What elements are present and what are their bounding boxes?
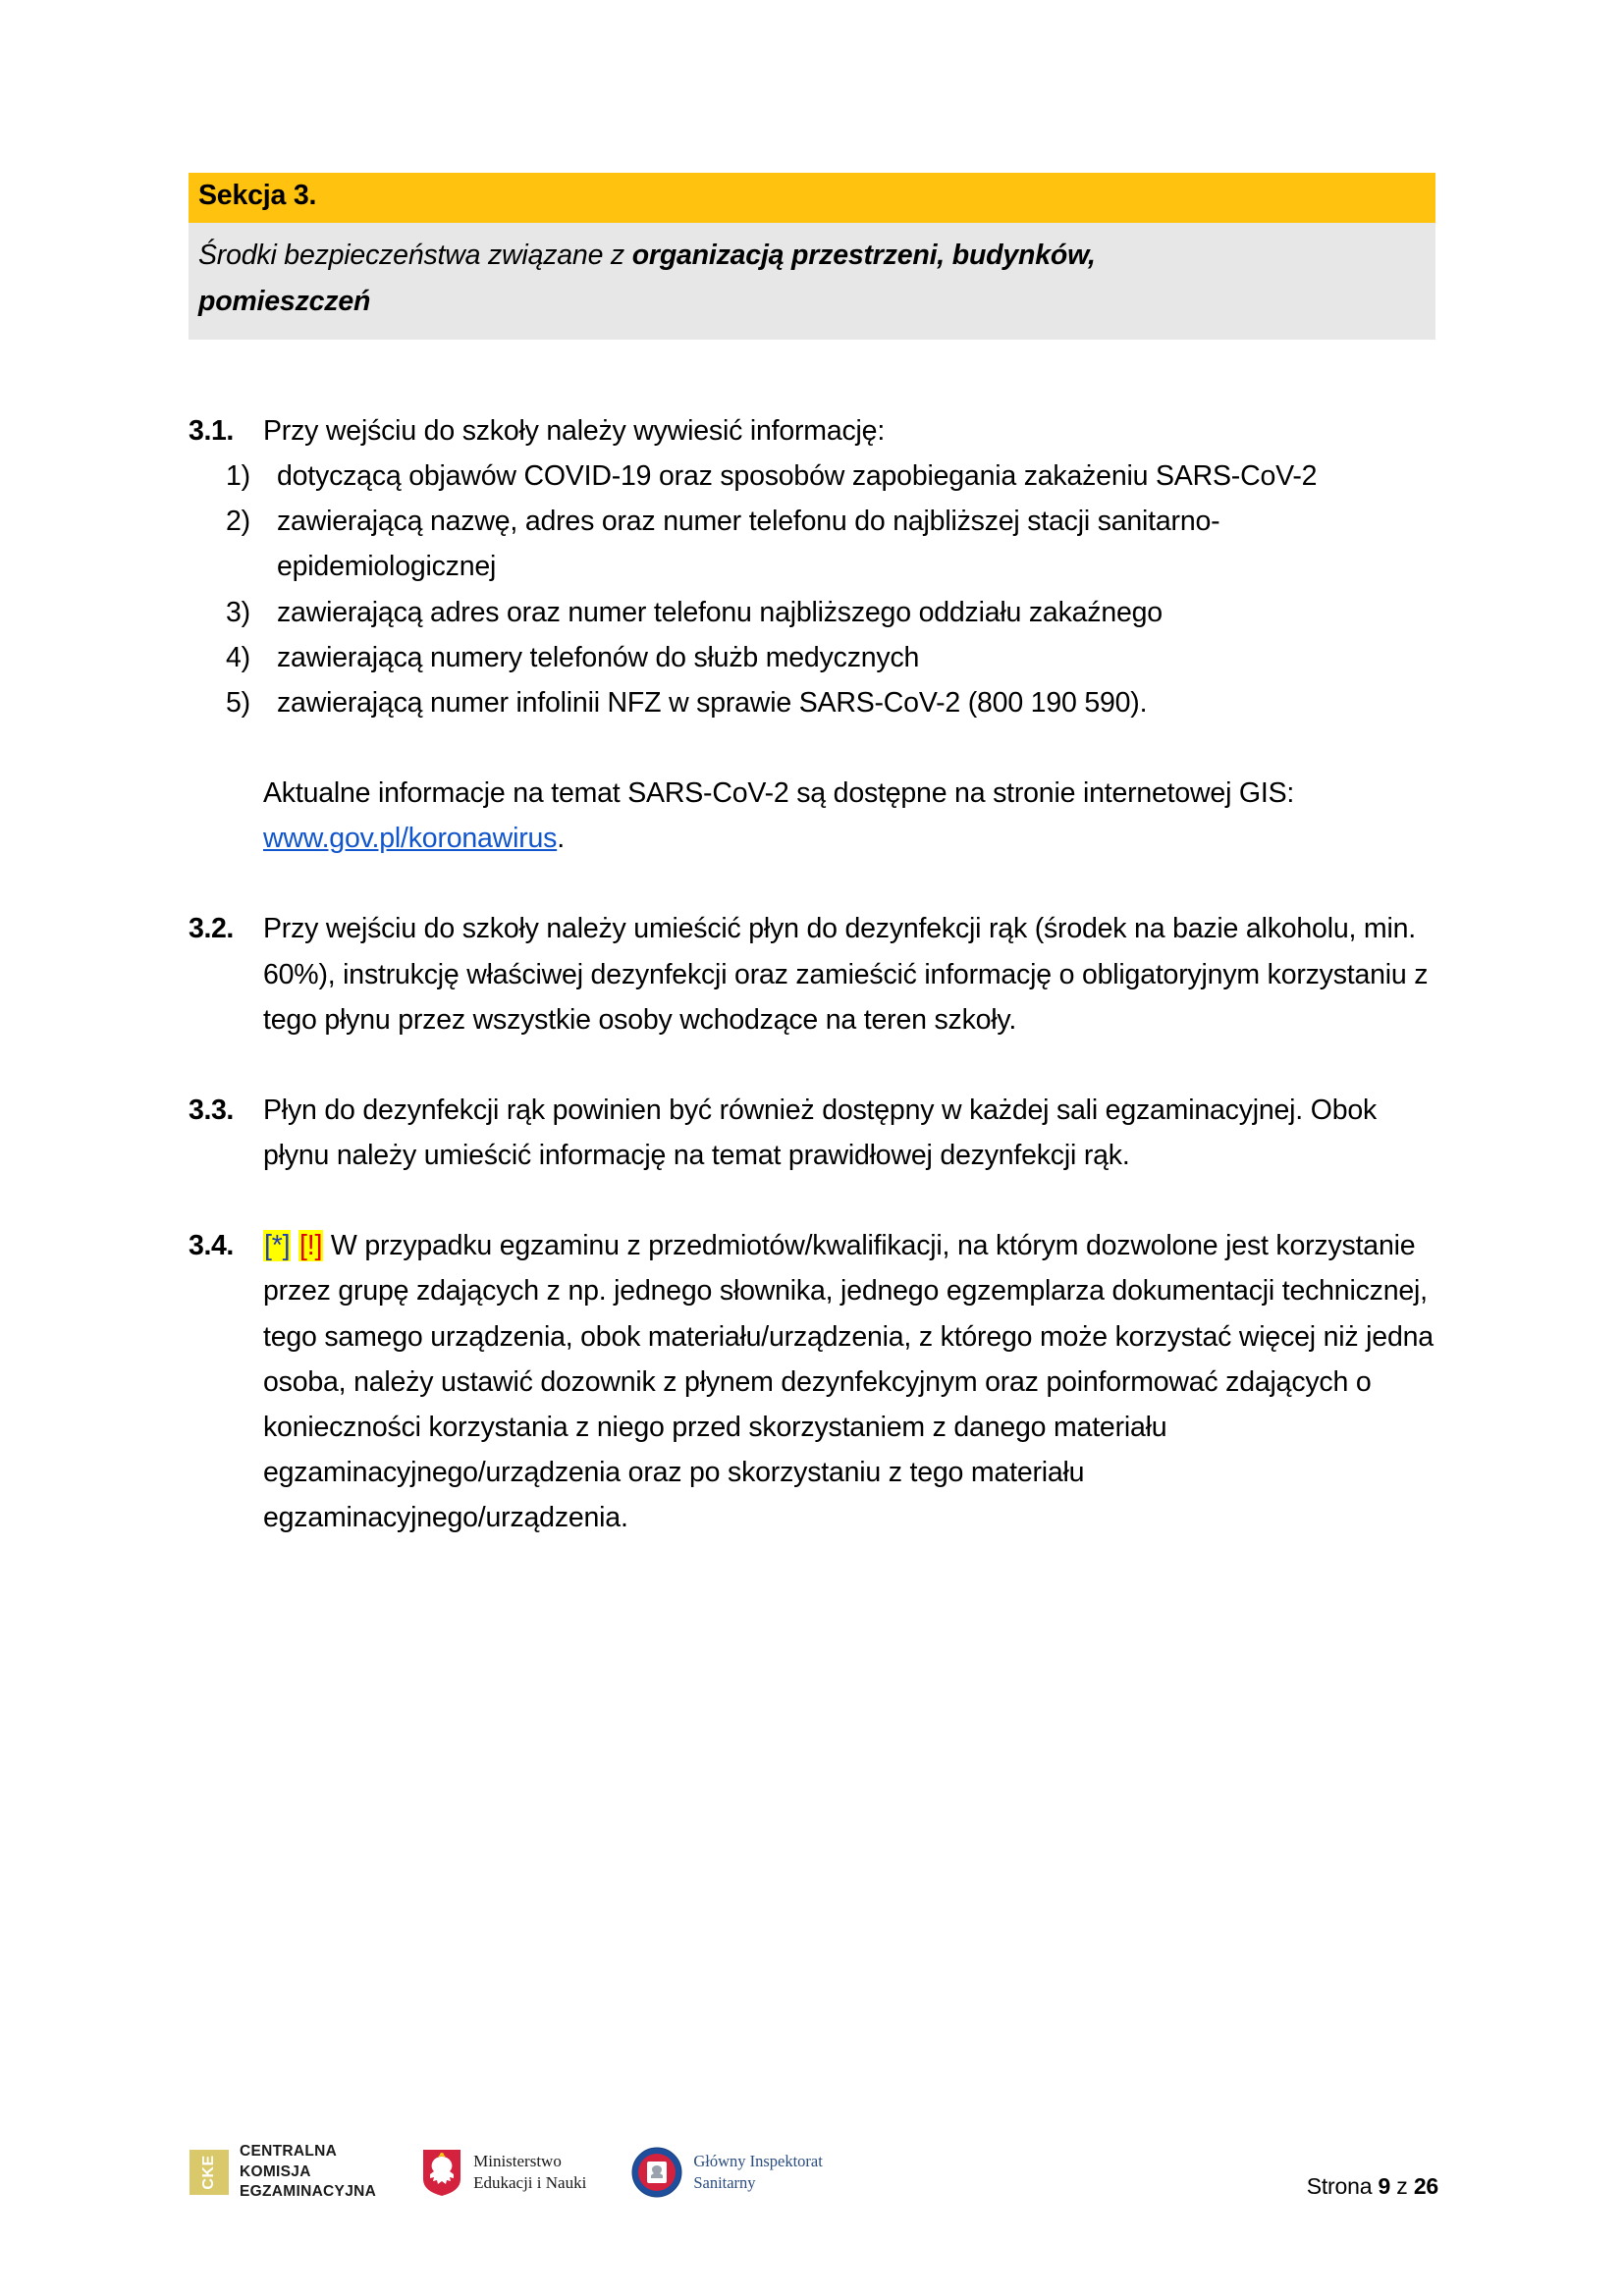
clause-3-1	[189, 408, 1437, 454]
list-item	[189, 590, 1437, 635]
list-item	[189, 680, 1437, 725]
cke-logo	[189, 2142, 376, 2203]
list-item-text: zawierającą numery telefonów do służb medycznych	[277, 641, 920, 673]
list-item-marker: 5)	[226, 686, 250, 719]
clause-body	[263, 408, 1437, 454]
page-number-current: 9	[1378, 2173, 1391, 2199]
cke-logo-text	[240, 2142, 376, 2203]
page-footer	[0, 2136, 1624, 2254]
list-item	[189, 499, 1437, 589]
clause-number: 3.3.	[189, 1094, 234, 1126]
men-logo-text	[473, 2151, 586, 2194]
paragraph-spacer	[189, 1178, 1437, 1223]
gis-logo	[631, 2147, 823, 2198]
gis-logo-line-1: Główny Inspektorat	[693, 2152, 823, 2171]
gis-logo-line-2: Sanitarny	[693, 2172, 756, 2192]
clause-text: Przy wejściu do szkoły należy umieścić płyn do dezynfekcji rąk (środek na bazie alkoholu, min. 60%), instrukcję właściwej dezynfekcji oraz zamieścić informację o obligatoryjnym korzystaniu z tego płynu przez wszystkie osoby wchodzące na teren szkoły.	[263, 913, 1429, 1036]
clause-body	[263, 1223, 1437, 1540]
clause-body	[263, 906, 1437, 1041]
page-number-of: z	[1396, 2173, 1408, 2199]
list-item-text: zawierającą numer infolinii NFZ w sprawie SARS-CoV-2 (800 190 590).	[277, 686, 1148, 719]
clause-text: W przypadku egzaminu z przedmiotów/kwalifikacji, na którym dozwolone jest korzystanie przez grupę zdających z np. jednego słownika, jednego egzemplarza dokumentacji technicznej, tego samego urządzenia, obok materiału/urządzenia, z którego może korzystać więcej niż jedna osoba, należy ustawić dozownik z płynem dezynfekcyjnym oraz poinformować zdających o konieczności korzystania z niego przed skorzystaniem z danego materiału egzaminacyjnego/urządzenia oraz po skorzystaniu z tego materiału egzaminacyjnego/urządzenia.	[263, 1230, 1434, 1534]
polish-eagle-crest-icon	[421, 2148, 462, 2197]
men-logo-line-2: Edukacji i Nauki	[473, 2172, 587, 2192]
gis-note-paragraph	[263, 771, 1437, 861]
section-title: Sekcja 3.	[198, 180, 317, 211]
clause-3-1-sublist	[189, 454, 1437, 725]
section-subtitle-block	[189, 223, 1435, 339]
list-item-marker: 1)	[226, 460, 250, 493]
list-item-text: dotyczącą objawów COVID-19 oraz sposobów zapobiegania zakażeniu SARS-CoV-2	[277, 460, 1318, 493]
men-logo	[421, 2148, 586, 2197]
section-subtitle-line-2	[198, 279, 1426, 324]
clause-number: 3.1.	[189, 415, 234, 447]
cke-logo-line-2: KOMISJA	[240, 2163, 311, 2180]
clause-3-2	[189, 906, 1437, 1041]
page-number	[1307, 2173, 1438, 2200]
section-subtitle-bold-2: pomieszczeń	[198, 285, 371, 317]
sanitary-inspectorate-seal-icon	[631, 2147, 682, 2198]
asterisk-marker-badge: [*]	[264, 1230, 291, 1262]
clause-list	[189, 408, 1437, 1540]
cke-logo-line-3: EGZAMINACYJNA	[240, 2183, 377, 2201]
list-item	[189, 635, 1437, 680]
gis-note-suffix: .	[557, 823, 565, 855]
section-subtitle-prefix: Środki bezpieczeństwa związane z	[198, 240, 632, 272]
men-logo-line-1: Ministerstwo	[473, 2151, 562, 2170]
exclamation-marker-badge: [!]	[299, 1230, 323, 1262]
clause-3-4	[189, 1223, 1437, 1540]
section-subtitle-line-1	[198, 233, 1426, 278]
list-item-marker: 4)	[226, 641, 250, 673]
clause-body	[263, 1088, 1437, 1178]
list-item-marker: 3)	[226, 596, 250, 628]
koronawirus-link[interactable]: www.gov.pl/koronawirus	[263, 823, 558, 855]
gis-logo-text	[693, 2151, 823, 2194]
clause-number: 3.4.	[189, 1230, 234, 1262]
gis-note-prefix: Aktualne informacje na temat SARS-CoV-2 są dostępne na stronie internetowej GIS:	[263, 777, 1295, 810]
list-item-text: zawierającą nazwę, adres oraz numer telefonu do najbliższej stacji sanitarno-epidemiologicznej	[277, 506, 1220, 583]
list-item-text: zawierającą adres oraz numer telefonu najbliższego oddziału zakaźnego	[277, 596, 1163, 628]
footer-logo-group	[189, 2142, 823, 2203]
clause-3-1-note	[189, 771, 1437, 861]
clause-text: Płyn do dezynfekcji rąk powinien być również dostępny w każdej sali egzaminacyjnej. Obok płynu należy umieścić informację na temat prawidłowej dezynfekcji rąk.	[263, 1094, 1378, 1172]
clause-number: 3.2.	[189, 913, 234, 945]
clause-text-with-markers	[263, 1223, 1437, 1540]
cke-logo-line-1: CENTRALNA	[240, 2143, 338, 2160]
paragraph-spacer	[189, 1042, 1437, 1088]
section-header-bar	[189, 173, 1435, 223]
list-item	[189, 454, 1437, 499]
clause-intro-text: Przy wejściu do szkoły należy wywiesić informację:	[263, 415, 886, 447]
page-number-total: 26	[1413, 2173, 1438, 2199]
paragraph-spacer	[189, 725, 1437, 771]
page-number-label: Strona	[1306, 2173, 1373, 2199]
list-item-marker: 2)	[226, 506, 250, 538]
section-subtitle-bold-1: organizacją przestrzeni, budynków,	[631, 240, 1096, 272]
section-header	[189, 173, 1435, 340]
cke-mark-letters: CKE	[200, 2155, 217, 2190]
paragraph-spacer	[189, 861, 1437, 906]
cke-mark-icon	[189, 2150, 229, 2195]
clause-3-3	[189, 1088, 1437, 1178]
